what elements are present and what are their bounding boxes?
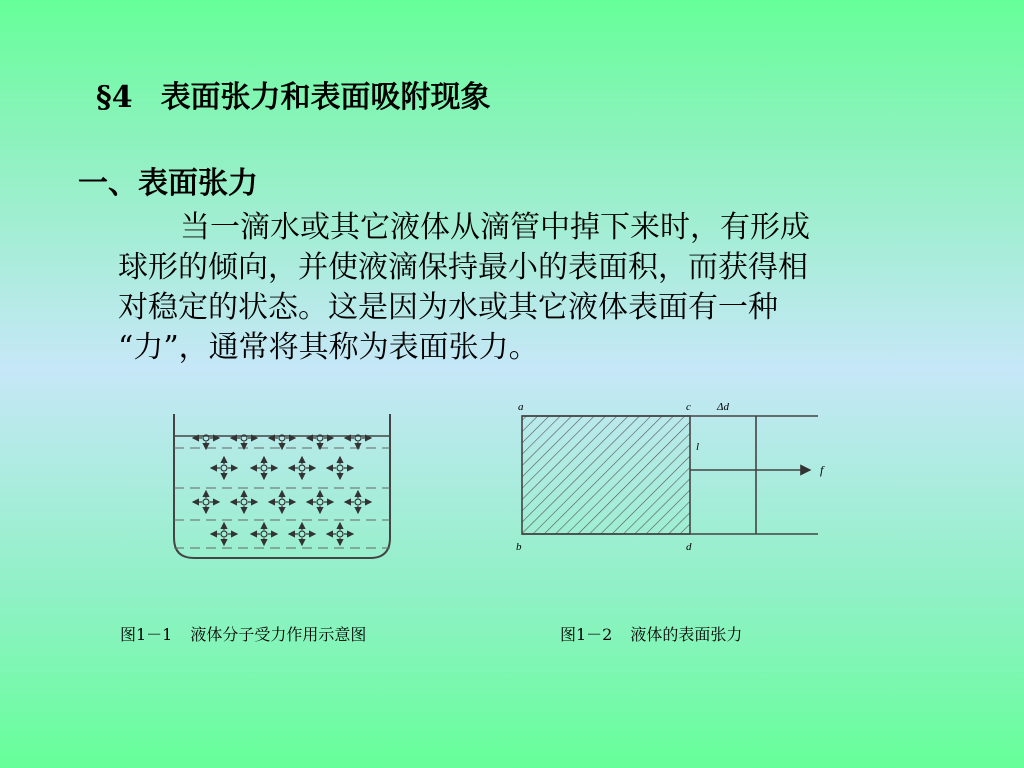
molecule bbox=[193, 491, 219, 513]
molecule bbox=[307, 491, 333, 513]
molecule bbox=[251, 457, 277, 479]
figure-molecule-forces bbox=[168, 410, 398, 562]
paragraph-line: 球形的倾向，并使液滴保持最小的表面积，而获得相 bbox=[118, 250, 808, 285]
section-number: §4 bbox=[96, 80, 133, 115]
figure-2-caption-text: 液体的表面张力 bbox=[630, 625, 743, 644]
label-b: b bbox=[516, 541, 522, 553]
figure-surface-tension-frame bbox=[512, 396, 842, 560]
paragraph bbox=[118, 208, 918, 368]
subheading: 一、表面张力 bbox=[78, 166, 258, 201]
molecule bbox=[231, 435, 257, 449]
figure-2-caption bbox=[560, 622, 742, 645]
molecule bbox=[211, 523, 237, 545]
molecule bbox=[345, 491, 371, 513]
label-delta-d: Δd bbox=[717, 401, 729, 413]
figure-1-number: 图1－1 bbox=[120, 625, 173, 644]
molecule bbox=[269, 435, 295, 449]
molecule bbox=[289, 523, 315, 545]
label-l: l bbox=[696, 441, 700, 453]
molecule bbox=[231, 491, 257, 513]
label-c: c bbox=[686, 401, 691, 413]
figure-1-caption-text: 液体分子受力作用示意图 bbox=[190, 625, 367, 644]
molecule bbox=[193, 435, 219, 449]
frame-diagram bbox=[512, 396, 842, 560]
paragraph-line: 对稳定的状态。这是因为水或其它液体表面有一种 bbox=[118, 290, 778, 325]
molecule bbox=[269, 491, 295, 513]
figure-1-caption bbox=[120, 622, 366, 645]
molecule bbox=[251, 523, 277, 545]
paragraph-line: “力”，通常将其称为表面张力。 bbox=[118, 330, 539, 365]
section-title-text: 表面张力和表面吸附现象 bbox=[160, 80, 491, 115]
paragraph-line: 当一滴水或其它液体从滴管中掉下来时，有形成 bbox=[180, 210, 810, 245]
beaker-diagram bbox=[168, 410, 398, 562]
molecule bbox=[307, 435, 333, 449]
label-d: d bbox=[686, 541, 692, 553]
molecule bbox=[327, 523, 353, 545]
molecule bbox=[345, 435, 371, 449]
label-f: f bbox=[820, 463, 824, 477]
molecule bbox=[289, 457, 315, 479]
label-a: a bbox=[518, 401, 524, 413]
molecule bbox=[211, 457, 237, 479]
figure-2-number: 图1－2 bbox=[560, 625, 613, 644]
liquid-film bbox=[522, 416, 690, 534]
section-title bbox=[96, 72, 491, 116]
molecule bbox=[327, 457, 353, 479]
